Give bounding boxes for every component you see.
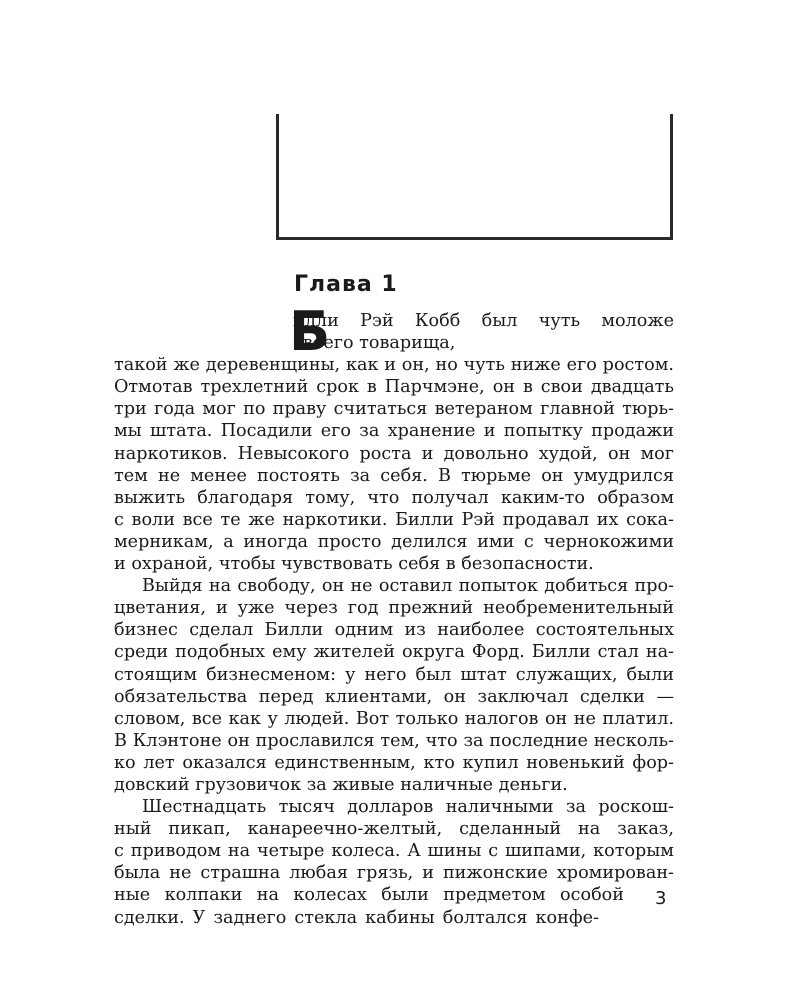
text-line: илли Рэй Кобб был чуть моложе (293, 311, 674, 331)
text-line: своего товарища, (293, 333, 456, 354)
text-line: наркотиков. Невысокого роста и довольно худой, он мог (114, 443, 674, 464)
page-number: 3 (655, 888, 667, 909)
chapter-frame (276, 114, 673, 240)
text-line: ко лет оказался единственным, кто купил новенький фор- (114, 752, 674, 773)
text-line: сделки. У заднего стекла кабины болтался конфе- (114, 907, 599, 928)
text-line: мерникам, а иногда просто делился ими с чернокожими (114, 531, 674, 552)
text-line: стоящим бизнесменом: у него был штат служащих, были (114, 664, 674, 685)
text-line: такой же деревенщины, как и он, но чуть ниже его ростом. (114, 355, 674, 376)
chapter-title: Глава 1 (294, 272, 398, 297)
text-line: цветания, и уже через год прежний необременительный (114, 598, 674, 619)
text-line: среди подобных ему жителей округа Форд. Билли стал на- (114, 642, 674, 663)
text-line: ный пикап, канареечно-желтый, сделанный на заказ, (114, 819, 674, 840)
text-line: ные колпаки на колесах были предметом особой (114, 885, 624, 906)
text-line: В Клэнтоне он прославился тем, что за последние несколь- (114, 730, 674, 751)
drop-cap: Б (289, 300, 331, 363)
body-text (114, 300, 674, 929)
text-line: с воли все те же наркотики. Билли Рэй продавал их сока- (114, 509, 674, 530)
text-line: мы штата. Посадили его за хранение и попытку продажи (114, 421, 674, 442)
text-line: выжить благодаря тому, что получал каким-то образом (114, 487, 674, 508)
text-line: и охраной, чтобы чувствовать себя в безопасности. (114, 554, 594, 575)
text-line: была не страшна любая грязь, и пижонские хромирован- (114, 863, 674, 884)
text-line: бизнес сделал Билли одним из наиболее состоятельных (114, 620, 674, 641)
text-line: тем не менее постоять за себя. В тюрьме он умудрился (114, 465, 674, 486)
text-line: довский грузовичок за живые наличные деньги. (114, 774, 568, 795)
text-line: три года мог по праву считаться ветераном главной тюрь- (114, 399, 674, 420)
text-line: с приводом на четыре колеса. А шины с шипами, которым (114, 841, 674, 862)
text-line: Выйдя на свободу, он не оставил попыток добиться про- (142, 576, 674, 597)
text-line: Отмотав трехлетний срок в Парчмэне, он в свои двадцать (114, 377, 674, 398)
text-line: обязательства перед клиентами, он заключал сделки — (114, 686, 674, 707)
text-line: Шестнадцать тысяч долларов наличными за роскош- (142, 797, 674, 818)
text-line: словом, все как у людей. Вот только налогов он не платил. (114, 708, 674, 729)
